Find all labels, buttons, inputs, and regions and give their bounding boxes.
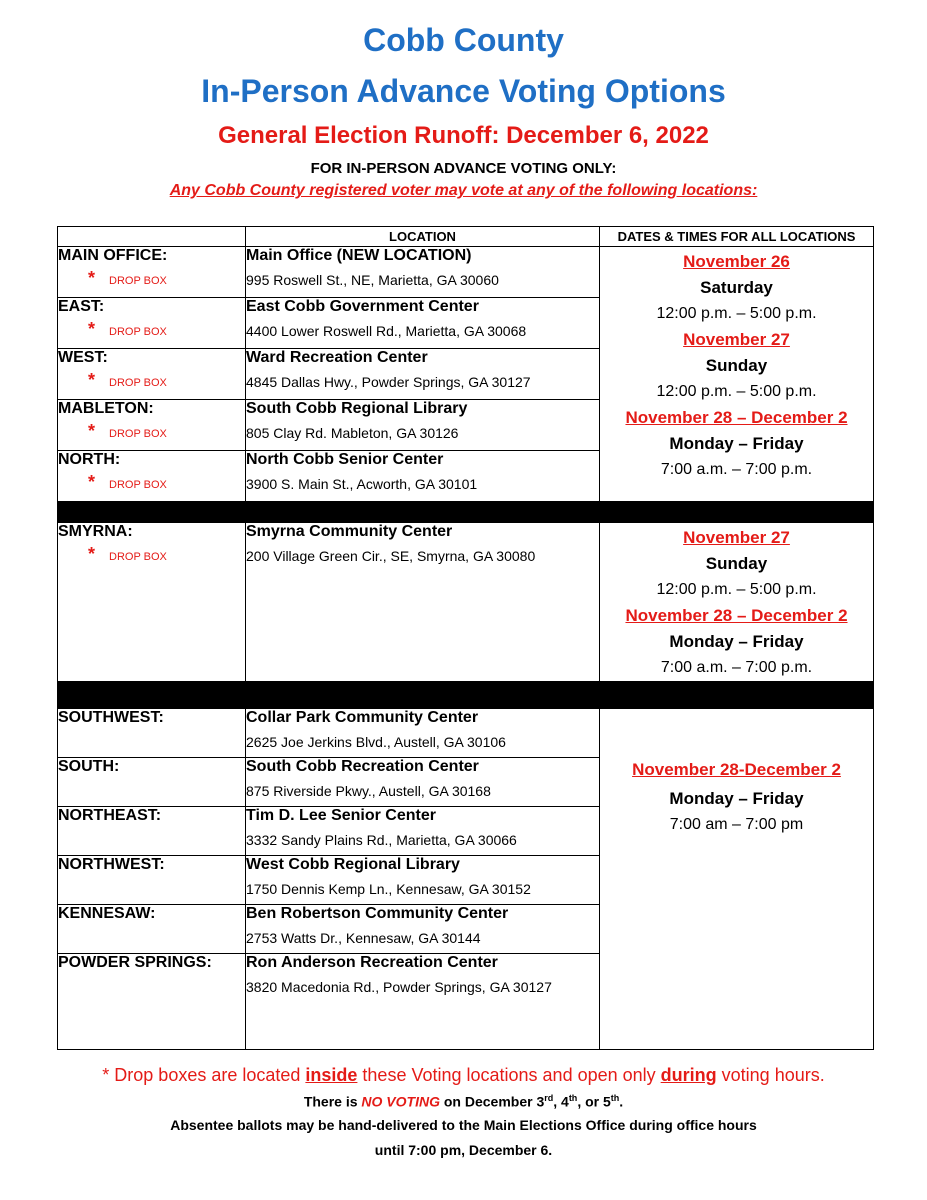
location-address: 2625 Joe Jerkins Blvd., Austell, GA 30106 [246,734,506,750]
location-name: Tim D. Lee Senior Center [246,807,436,824]
area-cell [58,523,246,682]
date-hours: 12:00 p.m. – 5:00 p.m. [656,581,817,598]
drop-box-label: DROP BOX [109,377,167,389]
advance-voting-note: FOR IN-PERSON ADVANCE VOTING ONLY: [310,160,617,177]
eligibility-note: Any Cobb County registered voter may vote at any of the following locations: [169,182,758,199]
location-cell [246,905,600,954]
location-address: 3900 S. Main St., Acworth, GA 30101 [246,476,478,492]
location-cell [246,400,600,451]
table-row [58,523,874,682]
location-cell [246,807,600,856]
date-days: Sunday [705,356,768,375]
area-label: NORTHWEST: [58,856,165,873]
area-label: SOUTHWEST: [58,709,164,726]
drop-box-label: DROP BOX [109,428,167,440]
drop-box-indicator [58,370,245,391]
dates-cell [600,523,874,682]
location-address: 200 Village Green Cir., SE, Smyrna, GA 30080 [246,548,536,564]
location-cell [246,856,600,905]
location-cell [246,709,600,758]
area-cell [58,451,246,502]
drop-box-label: DROP BOX [109,326,167,338]
area-label: NORTH: [58,451,121,468]
area-label: WEST: [58,349,108,366]
date-range: November 28 – December 2 [625,606,848,625]
table-header-row [58,227,874,247]
election-date-heading: General Election Runoff: December 6, 2022 [218,122,709,149]
date-hours: 7:00 am – 7:00 pm [669,816,804,833]
asterisk-icon: * [88,319,96,339]
location-address: 3332 Sandy Plains Rd., Marietta, GA 30066 [246,832,517,848]
section-separator [58,502,874,523]
drop-box-indicator [58,472,245,493]
drop-box-label: DROP BOX [109,275,167,287]
area-cell [58,298,246,349]
section-separator [58,682,874,709]
area-label: MABLETON: [58,400,154,417]
location-name: Collar Park Community Center [246,709,479,726]
drop-box-indicator [58,544,245,565]
location-address: 4400 Lower Roswell Rd., Marietta, GA 30068 [246,323,527,339]
asterisk-icon: * [88,268,96,288]
page-title: Cobb County [363,22,564,58]
area-cell [58,709,246,758]
asterisk-icon: * [88,370,96,390]
location-address: 4845 Dallas Hwy., Powder Springs, GA 30127 [246,374,531,390]
location-name: West Cobb Regional Library [246,856,460,873]
location-name: Ward Recreation Center [246,349,428,366]
date-hours: 7:00 a.m. – 7:00 p.m. [660,461,813,478]
dates-cell [600,709,874,1050]
location-name: Smyrna Community Center [246,523,453,540]
date-days: Saturday [700,278,773,297]
absentee-note: Absentee ballots may be hand-delivered to the Main Elections Office during office hours [170,1117,757,1133]
asterisk-icon: * [88,544,96,564]
date-days: Monday – Friday [669,434,804,453]
location-cell [246,451,600,502]
location-address: 2753 Watts Dr., Kennesaw, GA 30144 [246,930,481,946]
area-cell [58,758,246,807]
location-name: Ben Robertson Community Center [246,905,509,922]
page-subtitle: In-Person Advance Voting Options [201,73,726,109]
location-cell [246,349,600,400]
date-hours: 7:00 a.m. – 7:00 p.m. [660,659,813,676]
area-cell [58,856,246,905]
table-row [58,247,874,298]
no-voting-note: There is NO VOTING on December 3rd, 4th, or 5th. [303,1093,624,1110]
location-name: Ron Anderson Recreation Center [246,954,498,971]
location-name: South Cobb Regional Library [246,400,468,417]
location-address: 995 Roswell St., NE, Marietta, GA 30060 [246,272,499,288]
area-cell [58,247,246,298]
date-hours: 12:00 p.m. – 5:00 p.m. [656,383,817,400]
location-address: 3820 Macedonia Rd., Powder Springs, GA 30127 [246,979,552,995]
area-cell [58,954,246,1050]
absentee-deadline: until 7:00 pm, December 6. [374,1142,553,1158]
area-label: NORTHEAST: [58,807,162,824]
date-days: Monday – Friday [669,789,804,808]
date-range: November 28-December 2 [632,760,841,779]
date-hours: 12:00 p.m. – 5:00 p.m. [656,305,817,322]
location-cell [246,758,600,807]
area-label: MAIN OFFICE: [58,247,168,264]
date-range: November 26 [683,252,790,271]
area-label: KENNESAW: [58,905,156,922]
drop-box-indicator [58,319,245,340]
drop-box-label: DROP BOX [109,551,167,563]
area-label: POWDER SPRINGS: [58,954,212,971]
location-cell [246,523,600,682]
location-cell [246,954,600,1050]
asterisk-icon: * [88,472,96,492]
voting-locations-table [57,226,874,1050]
date-range: November 27 [683,528,790,547]
dates-header: DATES & TIMES FOR ALL LOCATIONS [600,227,874,247]
date-days: Sunday [705,554,768,573]
date-days: Monday – Friday [669,632,804,651]
area-label: SMYRNA: [58,523,133,540]
asterisk-icon: * [88,421,96,441]
location-name: East Cobb Government Center [246,298,479,315]
location-header: LOCATION [246,227,600,247]
location-address: 875 Riverside Pkwy., Austell, GA 30168 [246,783,491,799]
drop-box-label: DROP BOX [109,479,167,491]
area-label: SOUTH: [58,758,120,775]
drop-box-footnote: * Drop boxes are located inside these Voting locations and open only during voting hours. [102,1065,825,1085]
dates-cell [600,247,874,502]
drop-box-indicator [58,268,245,289]
location-cell [246,298,600,349]
table-row [58,709,874,758]
area-cell [58,349,246,400]
date-range: November 28 – December 2 [625,408,848,427]
date-range: November 27 [683,330,790,349]
drop-box-indicator [58,421,245,442]
area-cell [58,905,246,954]
area-cell [58,807,246,856]
location-name: South Cobb Recreation Center [246,758,479,775]
location-name: North Cobb Senior Center [246,451,444,468]
location-name: Main Office (NEW LOCATION) [246,247,472,264]
area-cell [58,400,246,451]
area-label: EAST: [58,298,105,315]
location-cell [246,247,600,298]
location-address: 1750 Dennis Kemp Ln., Kennesaw, GA 30152 [246,881,531,897]
area-header [58,227,246,247]
location-address: 805 Clay Rd. Mableton, GA 30126 [246,425,459,441]
